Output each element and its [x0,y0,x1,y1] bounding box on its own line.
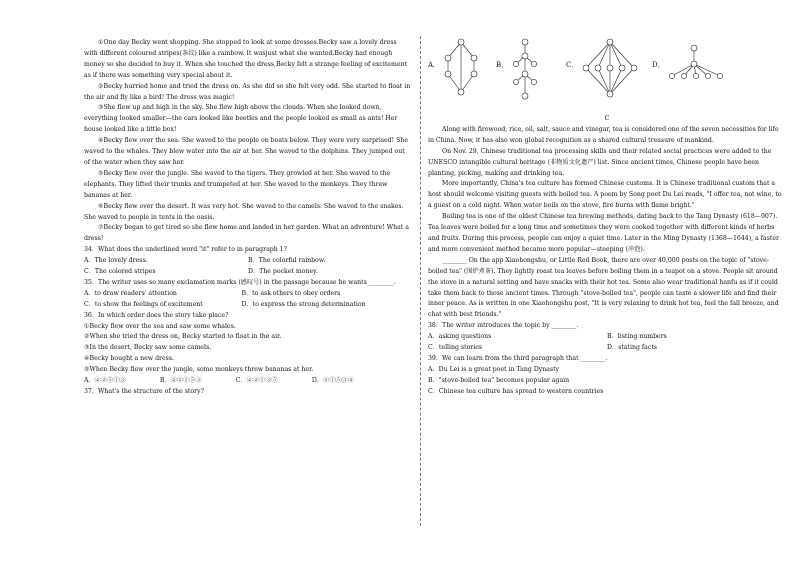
paragraph-2: ②Becky hurried home and tried the dress on. As she did so she felt very odd. She started to float in the air and fly like a bird! The dress was magic! [84,82,411,101]
diagram-label-c: C． [566,61,579,69]
question-38-options-row1 [428,332,786,343]
q39-option-b: B．"stove-boiled tea" becomes popular again [428,376,570,384]
q35-option-d: D．to express the strong determination [241,300,366,308]
q36-option-c: C．④②①③⑤ [235,377,278,385]
q38-option-a: A．asking questions [428,333,492,341]
structure-diagram-b [510,34,540,104]
q34-option-d: D．The pocket money. [248,268,318,276]
structure-diagram-a [440,34,482,104]
diagram-label-a: A． [428,61,441,69]
column-divider [420,36,421,526]
structure-diagram-c [580,34,640,104]
q38-option-c: C．telling stories [428,344,483,352]
left-column [84,38,412,398]
paragraph-7: ⑦Becky began to get tired so she flew home and landed in her garden. What an adventure! What a dress! [84,224,409,243]
diagram-label-b: B． [496,61,509,69]
q36-option-b: B．④②①⑤③ [159,377,202,385]
paragraph-1: ①One day Becky went shopping. She stopped to look at some dresses.Becky saw a lovely dress with different coloured stripes(条纹) like a rainbow. It wasjust what she wanted.Becky had enough money so she decided to buy it. When she touched the dress,Becky felt a strange feeling of excitement as if there was something very special about it. [84,39,407,79]
tea-paragraph-4: Boiling tea is one of the oldest Chinese tea brewing methods, dating back to the Tang Dynasty (618—907). Tea leaves were boiled for a long time and sometimes they were cooked together with different kinds of herbs and fruits. During this process, people can enjoy a quiet time. Later in the Ming Dynasty (1368—1644), a faster and more convenient method became more popular—steeping (冲泡). [428,213,779,253]
paragraph-4: ④Becky flew over the sea. She waved to the people on boats below. They were very surprised! She waved to the whales. They blew water into the air at her. She waved to the dolphins. They jumped out of the water when they saw her. [84,137,408,166]
question-38-stem: 38．The writer introduces the topic by ________. [428,322,579,330]
tea-paragraph-2: On Nov. 29, Chinese traditional tea processing skills and their related social practices were added to the UNESCO intangible cultural heritage (非物质文化遗产) list. Since ancient times, Chinese people have been planting, picking, making and drinking tea. [428,147,772,177]
question-39-stem: 39．We can learn from the third paragraph that ________. [428,354,608,362]
tea-paragraph-1: Along with firewood, rice, oil, salt, sauce and vinegar, tea is considered one of the seven necessities for life in China. Now, it has also won global recognition as a shared cultural treasure of mankind. [428,125,779,144]
paragraph-3: ③She flew up and high in the sky. She flew high above the clouds. When she looked down, everything looked smaller—the cars looked like beetles and the people looked as small as ants! Her house looked like a little box! [84,104,398,134]
diagram-label-d: D． [652,61,665,69]
q36-statement-1: ①Becky flew over the sea and saw some whales. [84,322,236,330]
q35-option-c: C．to show the feelings of excitement [84,300,203,308]
q34-option-b: B．The colorful rainbow. [248,257,326,265]
tea-paragraph-3: More importantly, China's tea culture has formed Chinese customs. It is Chinese traditional custom that a host should welcome visiting guests with boiled tea. A poem by Song poet Du Lei reads, "I offer tea, not wine, to a guest on a cold night. When water boils on the stove, fire burns with flame bright." [428,180,782,210]
q36-statement-2: ②When she tried the dress on, Becky started to float in the air. [84,333,282,341]
question-35-options-row2 [84,300,412,311]
paragraph-5: ⑤Becky flew over the jungle. She waved to the tigers. They growled at her. She waved to the elephants. They lifted their trunks and trumpeted at her. She waved to the monkeys. They threw bananas at her. [84,169,391,199]
question-34-stem: 34．What does the underlined word "it" refer to in paragraph 1? [84,246,287,254]
question-37-stem: 37．What's the structure of the story? [84,388,204,395]
question-35-options-row1 [84,289,412,300]
q35-option-b: B．to ask others to obey orders [241,289,341,297]
q36-statement-4: ④Becky bought a new dress. [84,355,174,363]
paragraph-6: ⑥Becky flew over the desert. It was very hot. She waved to the camels. She waved to the snakes. She waved to people in tents in the oasis. [84,202,404,221]
question-36-stem: 36．In which order does the story take place? [84,311,229,319]
right-column [428,32,786,398]
question-38-options-row2 [428,343,786,354]
structure-diagram-d [666,42,726,92]
q36-statement-5: ⑤When Becky flew over the jungle, some monkeys threw bananas at her. [84,366,314,374]
q38-option-d: D．stating facts [607,344,657,352]
tea-paragraph-5: ________ On the app Xiaohongshu, or Little Red Book, there are over 40,000 posts on the topic of "stove-boiled tea" (围炉煮茶). They lightly roast tea leaves before boiling them in a teapot on a stove. People sit around the stove in a natural setting and have snacks with their hot tea. Some also wear traditional hanfu as if it could take them back to those ancient times. Through "stove-boiled tea", people can taste a slower life and find their inner peace. As is written in one Xiaohongshu post, "It is very relaxing to drink hot tea, feel the fall breeze, and chat with best friends." [428,256,779,319]
question-36-options [84,376,354,387]
question-35-stem: 35．The writer uses so many exclamation marks (感叹号) in the passage because he wants ________. [84,278,396,286]
answer-letter: C [604,115,610,122]
q34-option-c: C．The colored stripes [84,268,156,276]
q36-option-a: A．④②⑤①③ [84,377,126,385]
q34-option-a: A．The lovely dress. [84,257,148,265]
q39-option-a: A．Du Lei is a great poet in Tang Dynasty [428,365,560,373]
question-34-options-row2 [84,267,412,278]
structure-diagrams [428,32,786,112]
q38-option-b: B．listing numbers [607,333,667,341]
q35-option-a: A．to draw readers' attention [84,289,177,297]
q39-option-c: C．Chinese tea culture has spread to western countries [428,387,604,395]
q36-statement-3: ③In the desert, Becky saw some camels. [84,344,212,352]
question-34-options-row1 [84,256,412,267]
q36-option-d: D．②①⑤③④ [311,377,354,385]
